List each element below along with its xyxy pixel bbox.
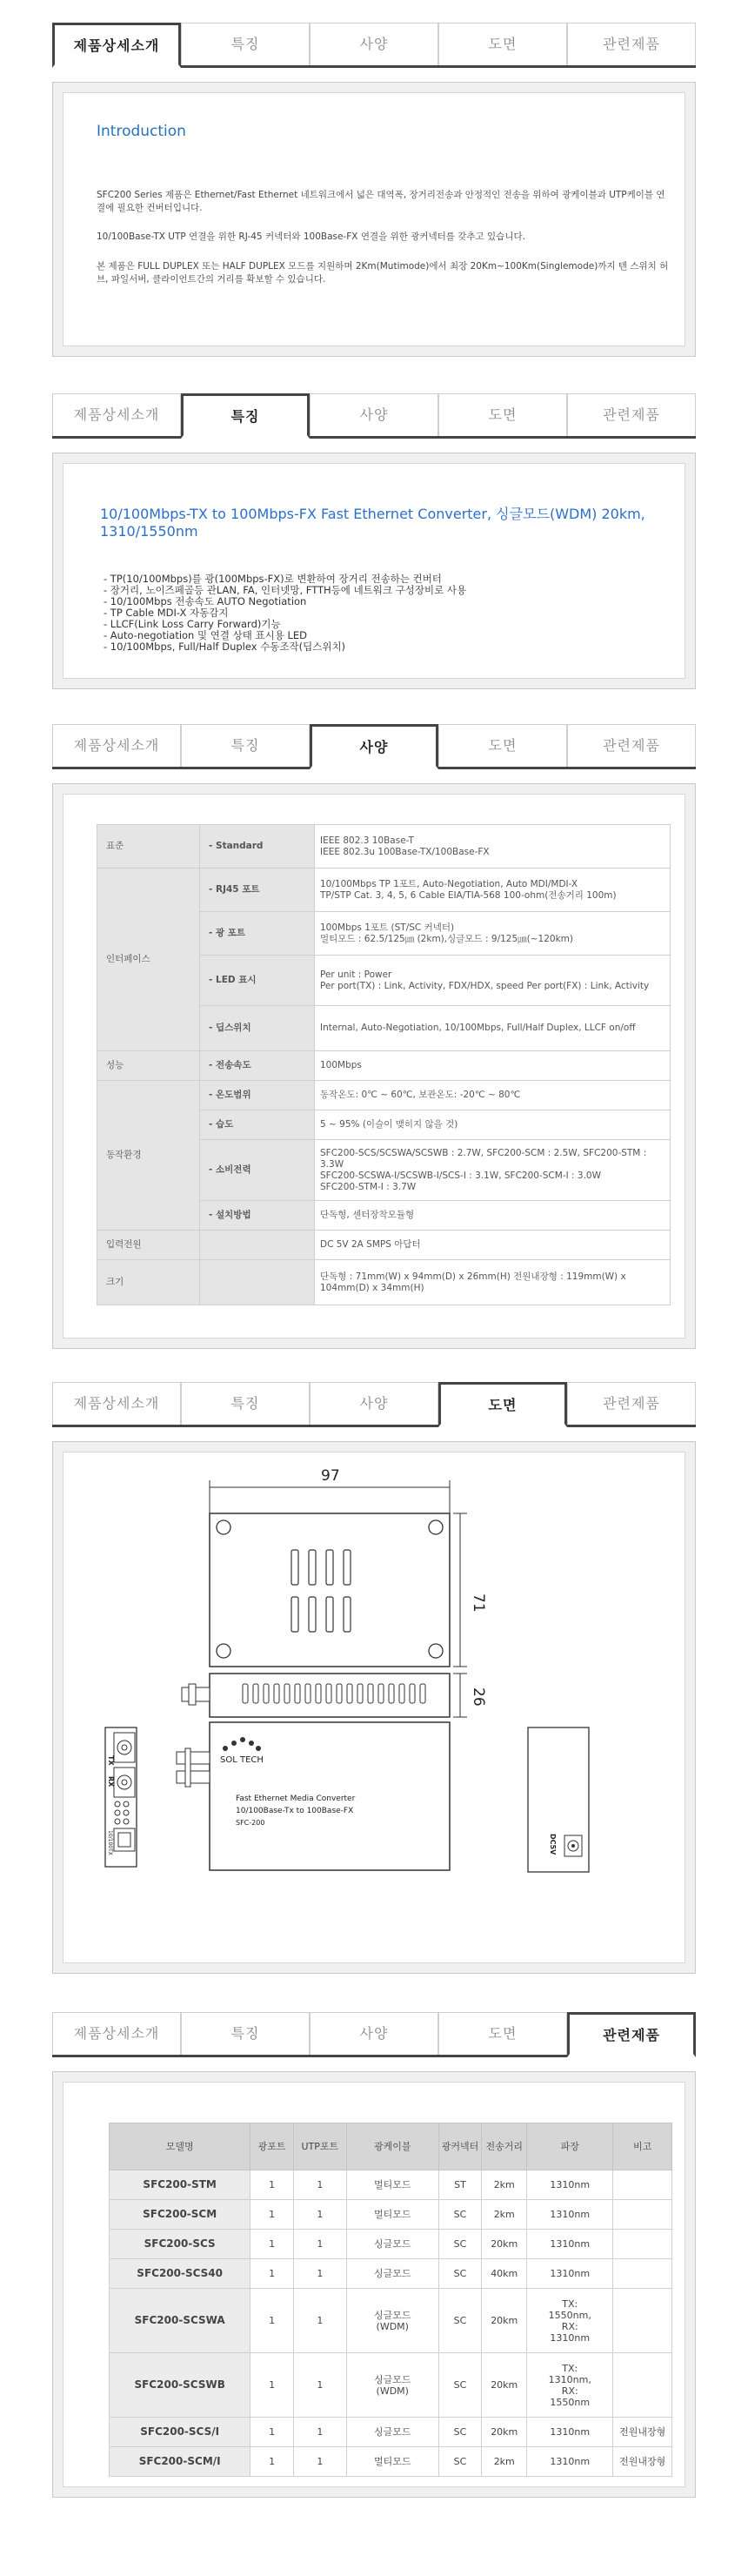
spec-value: 단독형 : 71mm(W) x 94mm(D) x 26mm(H) 전원내장형 : 119mm(W) x 104mm(D) x 34mm(H) <box>315 1260 671 1305</box>
column-header: 광케이블 <box>346 2123 438 2170</box>
spec-item <box>200 1231 315 1260</box>
power-label: DC5V <box>549 1834 557 1855</box>
table-cell: SC <box>438 2259 482 2289</box>
table-cell: 1 <box>250 2289 294 2353</box>
spec-item: - 광 포트 <box>200 912 315 956</box>
tab-drawing[interactable]: 도면 <box>438 23 567 65</box>
screw-hole <box>429 1520 443 1534</box>
features-title: 10/100Mbps-TX to 100Mbps-FX Fast Ethernet Converter, 싱글모드(WDM) 20km, 1310/1550nm <box>100 506 645 540</box>
table-cell: 멀티모드 <box>346 2170 438 2200</box>
tab-product-detail[interactable]: 제품상세소개 <box>52 2012 181 2055</box>
spec-value: IEEE 802.3 10Base-T IEEE 802.3u 100Base-TX/100Base-FX <box>315 825 671 869</box>
screw-hole <box>429 1644 443 1658</box>
column-header: 전송거리 <box>482 2123 527 2170</box>
model-name-cell[interactable]: SFC200-STM <box>110 2170 250 2200</box>
tab-product-detail[interactable]: 제품상세소개 <box>52 23 181 68</box>
spec-item: - 습도 <box>200 1110 315 1140</box>
spec-value: 5 ~ 95% (이슬이 맺히지 않을 것) <box>315 1110 671 1140</box>
table-cell: 싱글모드 <box>346 2418 438 2447</box>
table-cell: 20km <box>482 2418 527 2447</box>
intro-paragraph-2: 10/100Base-TX UTP 연결을 위한 RJ-45 커넥터와 100Base-FX 연결을 위한 광커넥터를 갖추고 있습니다. <box>97 231 525 242</box>
table-cell: 싱글모드 <box>346 2230 438 2259</box>
related-products-table <box>109 2123 672 2477</box>
table-row[interactable] <box>110 2170 672 2200</box>
intro-section <box>52 82 696 357</box>
screw-hole <box>217 1644 230 1658</box>
spec-value: Per unit : Power Per port(TX) : Link, Activity, FDX/HDX, speed Per port(FX) : Link, Activity <box>315 956 671 1006</box>
table-cell: 전원내장형 <box>613 2447 672 2477</box>
table-cell: 1 <box>293 2447 346 2477</box>
related-table-body <box>110 2170 672 2477</box>
table-cell: 1 <box>250 2230 294 2259</box>
tab-product-detail[interactable]: 제품상세소개 <box>52 724 181 767</box>
tx-label: TX <box>107 1755 115 1766</box>
spec-value: DC 5V 2A SMPS 아답터 <box>315 1231 671 1260</box>
spec-group: 성능 <box>97 1051 200 1081</box>
table-cell: 20km <box>482 2353 527 2418</box>
table-cell: 1310nm <box>527 2447 613 2477</box>
table-cell: TX: 1310nm, RX: 1550nm <box>527 2353 613 2418</box>
table-cell: 1310nm <box>527 2200 613 2230</box>
spec-group: 동작환경 <box>97 1081 200 1231</box>
tab-bar <box>52 2012 696 2057</box>
list-item: - TP(10/100Mbps)를 광(100Mbps-FX)로 변환하여 장거리 전송하는 컨버터 <box>104 573 442 585</box>
spec-item: - LED 표시 <box>200 956 315 1006</box>
table-cell <box>613 2230 672 2259</box>
table-cell: SC <box>438 2289 482 2353</box>
table-cell: 2km <box>482 2200 527 2230</box>
connector-side <box>189 1684 196 1705</box>
rx-label: RX <box>107 1776 115 1788</box>
label-line-1: Fast Ethernet Media Converter <box>236 1794 356 1803</box>
table-row <box>97 869 671 912</box>
model-name-cell[interactable]: SFC200-SCS40 <box>110 2259 250 2289</box>
table-row[interactable] <box>110 2259 672 2289</box>
features-list <box>104 574 466 653</box>
list-item: - Auto-negotiation 및 연결 상태 표시용 LED <box>104 629 308 641</box>
tab-bar <box>52 724 696 769</box>
specs-panel <box>63 794 685 1338</box>
screw-hole <box>217 1520 230 1534</box>
power-jack <box>571 1844 575 1848</box>
spec-item: - RJ45 포트 <box>200 869 315 912</box>
table-cell: 1 <box>250 2418 294 2447</box>
tab-features[interactable]: 특징 <box>181 393 310 439</box>
spec-item: - 설치방법 <box>200 1201 315 1231</box>
list-item: - 장거리, 노이즈페골등 관LAN, FA, 인터넷망, FTTH등에 네트워크 구성장비로 사용 <box>104 584 467 596</box>
model-name-cell[interactable]: SFC200-SCM <box>110 2200 250 2230</box>
column-header: 파장 <box>527 2123 613 2170</box>
table-cell: 1 <box>293 2418 346 2447</box>
label-line-2: 10/100Base-Tx to 100Base-FX <box>236 1807 354 1815</box>
tab-features[interactable]: 특징 <box>181 23 310 65</box>
table-row <box>97 825 671 869</box>
tab-product-detail[interactable]: 제품상세소개 <box>52 1382 181 1425</box>
spec-value: 100Mbps <box>315 1051 671 1081</box>
tab-related[interactable]: 관련제품 <box>567 2012 696 2057</box>
connector-front <box>177 1771 210 1783</box>
table-row[interactable] <box>110 2200 672 2230</box>
top-view <box>210 1513 450 1667</box>
table-row[interactable] <box>110 2447 672 2477</box>
table-cell: SC <box>438 2230 482 2259</box>
table-cell: SC <box>438 2418 482 2447</box>
table-cell: 1 <box>250 2259 294 2289</box>
tab-related[interactable]: 관련제품 <box>567 393 696 436</box>
intro-paragraph-3: 본 제품은 FULL DUPLEX 또는 HALF DUPLEX 모드를 지원하며 2Km(Mutimode)에서 최장 20Km~100Km(Singlemode)까지 텐 스위치 허브, 파일서버, 클라이언트간의 거리를 확보할 수 있습니다. <box>97 261 669 285</box>
features-section <box>52 453 696 689</box>
features-panel <box>63 463 685 679</box>
model-name-cell[interactable]: SFC200-SCS <box>110 2230 250 2259</box>
spec-value: 단독형, 센터장착모듈형 <box>315 1201 671 1231</box>
tab-related[interactable]: 관련제품 <box>567 23 696 65</box>
spec-group: 크기 <box>97 1260 200 1305</box>
spec-item <box>200 1260 315 1305</box>
rj45-port <box>118 1833 130 1847</box>
height-dimension: 26 <box>470 1687 487 1707</box>
related-section <box>52 2071 696 2498</box>
table-cell: 1 <box>293 2353 346 2418</box>
connector-front <box>185 1748 190 1787</box>
table-cell: 멀티모드 <box>346 2447 438 2477</box>
tab-bar <box>52 1382 696 1427</box>
table-cell <box>613 2170 672 2200</box>
table-cell: 1 <box>293 2200 346 2230</box>
table-cell: 1 <box>293 2289 346 2353</box>
spec-group: 입력전원 <box>97 1231 200 1260</box>
table-cell: 1 <box>293 2170 346 2200</box>
table-row <box>97 1051 671 1081</box>
model-name-cell[interactable]: SFC200-SCSWB <box>110 2353 250 2418</box>
list-item: - LLCF(Link Loss Carry Forward)기능 <box>104 618 281 630</box>
rj45-label: 10/100TX <box>107 1830 113 1855</box>
tab-specs[interactable]: 사양 <box>310 724 438 769</box>
table-cell: 1310nm <box>527 2170 613 2200</box>
spec-value: 10/100Mbps TP 1포트, Auto-Negotiation, Auto MDI/MDI-X TP/STP Cat. 3, 4, 5, 6 Cable EIA/TIA-568 100-ohm(전송거리 100m) <box>315 869 671 912</box>
column-header: 광커넥터 <box>438 2123 482 2170</box>
tab-drawing[interactable]: 도면 <box>438 393 567 436</box>
width-dimension: 97 <box>321 1467 340 1485</box>
label-line-3: SFC-200 <box>236 1819 265 1827</box>
tab-bar <box>52 393 696 439</box>
table-cell <box>613 2259 672 2289</box>
tab-drawing[interactable]: 도면 <box>438 2012 567 2055</box>
spec-item: - Standard <box>200 825 315 869</box>
tab-bar <box>52 23 696 68</box>
column-header: 광포트 <box>250 2123 294 2170</box>
table-cell: SC <box>438 2447 482 2477</box>
tab-specs[interactable]: 사양 <box>310 1382 438 1425</box>
intro-title: Introduction <box>97 123 186 140</box>
table-cell: 2km <box>482 2170 527 2200</box>
list-item: - 10/100Mbps, Full/Half Duplex 수동조작(딥스위치) <box>104 641 346 653</box>
tab-related[interactable]: 관련제품 <box>567 1382 696 1425</box>
table-cell <box>613 2353 672 2418</box>
column-header: UTP포트 <box>293 2123 346 2170</box>
connector-front <box>177 1752 210 1764</box>
table-row[interactable] <box>110 2418 672 2447</box>
spec-group: 표준 <box>97 825 200 869</box>
drawing-panel <box>63 1452 685 1963</box>
dimension-drawing <box>63 1452 686 1964</box>
table-row[interactable] <box>110 2230 672 2259</box>
table-row[interactable] <box>110 2353 672 2418</box>
spec-group: 인터페이스 <box>97 869 200 1051</box>
table-cell: 40km <box>482 2259 527 2289</box>
table-cell: 1 <box>250 2200 294 2230</box>
spec-item: - 딥스위치 <box>200 1006 315 1051</box>
spec-value: 100Mbps 1포트 (ST/SC 커넥터) 멀티모드 : 62.5/125㎛ (2km),싱글모드 : 9/125㎛(~120km) <box>315 912 671 956</box>
tab-product-detail[interactable]: 제품상세소개 <box>52 393 181 436</box>
model-name-cell[interactable]: SFC200-SCM/I <box>110 2447 250 2477</box>
intro-paragraph-1: SFC200 Series 제품은 Ethernet/Fast Ethernet 네트워크에서 넓은 대역폭, 장거리전송과 안정적인 전송을 위하여 광케이블과 UTP케이블 연결에 필요한 컨버터입니다. <box>97 190 665 213</box>
spec-table <box>97 824 671 1305</box>
table-cell: 20km <box>482 2289 527 2353</box>
table-cell: 싱글모드 (WDM) <box>346 2289 438 2353</box>
table-cell: TX: 1550nm, RX: 1310nm <box>527 2289 613 2353</box>
table-cell: 1310nm <box>527 2230 613 2259</box>
brand-name: SOL TECH <box>220 1755 264 1765</box>
table-row <box>97 1231 671 1260</box>
model-name-cell[interactable]: SFC200-SCSWA <box>110 2289 250 2353</box>
table-cell: 1 <box>293 2230 346 2259</box>
spec-value: 동작온도: 0℃ ~ 60℃, 보관온도: -20℃ ~ 80℃ <box>315 1081 671 1110</box>
column-header: 모델명 <box>110 2123 250 2170</box>
spec-value: SFC200-SCS/SCSWA/SCSWB : 2.7W, SFC200-SCM : 2.5W, SFC200-STM : 3.3W SFC200-SCSWA-I/SCSWB-I/SCS-I : 3.1W, SFC200-SCM-I : 3.0W SFC200-STM-I : 3.7W <box>315 1140 671 1201</box>
intro-panel <box>63 92 685 346</box>
list-item: - 10/100Mbps 전송속도 AUTO Negotiation <box>104 595 307 607</box>
table-cell: ST <box>438 2170 482 2200</box>
tab-features[interactable]: 특징 <box>181 2012 310 2055</box>
table-cell: 1 <box>250 2170 294 2200</box>
specs-section <box>52 783 696 1349</box>
tab-features[interactable]: 특징 <box>181 724 310 767</box>
table-cell: 싱글모드 <box>346 2259 438 2289</box>
tab-related[interactable]: 관련제품 <box>567 724 696 767</box>
tab-specs[interactable]: 사양 <box>310 23 438 65</box>
table-cell: 20km <box>482 2230 527 2259</box>
table-cell: 1 <box>293 2259 346 2289</box>
column-header: 비고 <box>613 2123 672 2170</box>
table-cell: SC <box>438 2353 482 2418</box>
table-cell: 전원내장형 <box>613 2418 672 2447</box>
tab-features[interactable]: 특징 <box>181 1382 310 1425</box>
spec-item: - 온도범위 <box>200 1081 315 1110</box>
table-row <box>97 1260 671 1305</box>
drawing-section <box>52 1441 696 1974</box>
table-cell: 2km <box>482 2447 527 2477</box>
table-header-row <box>110 2123 672 2170</box>
tab-drawing[interactable]: 도면 <box>438 1382 567 1427</box>
list-item: - TP Cable MDI-X 자동감지 <box>104 607 229 619</box>
table-cell: 싱글모드 (WDM) <box>346 2353 438 2418</box>
fiber-port-hole <box>122 1780 127 1785</box>
table-cell: 1 <box>250 2447 294 2477</box>
table-cell <box>613 2289 672 2353</box>
spec-value: Internal, Auto-Negotiation, 10/100Mbps, Full/Half Duplex, LLCF on/off <box>315 1006 671 1051</box>
table-row[interactable] <box>110 2289 672 2353</box>
tab-drawing[interactable]: 도면 <box>438 724 567 767</box>
table-row <box>97 1081 671 1110</box>
spec-item: - 소비전력 <box>200 1140 315 1201</box>
related-panel <box>63 2082 685 2487</box>
tab-specs[interactable]: 사양 <box>310 2012 438 2055</box>
table-cell: 멀티모드 <box>346 2200 438 2230</box>
model-name-cell[interactable]: SFC200-SCS/I <box>110 2418 250 2447</box>
table-cell: SC <box>438 2200 482 2230</box>
table-cell <box>613 2200 672 2230</box>
depth-dimension: 71 <box>470 1593 487 1613</box>
spec-item: - 전송속도 <box>200 1051 315 1081</box>
tab-specs[interactable]: 사양 <box>310 393 438 436</box>
fiber-port-hole <box>122 1745 127 1750</box>
table-cell: 1310nm <box>527 2259 613 2289</box>
table-cell: 1 <box>250 2353 294 2418</box>
table-cell: 1310nm <box>527 2418 613 2447</box>
